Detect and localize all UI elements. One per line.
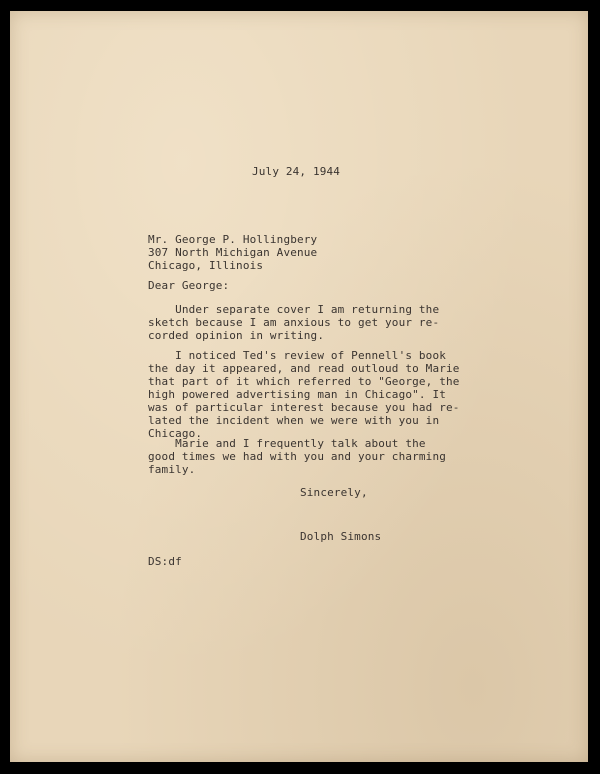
paragraph-line: Marie and I frequently talk about the — [148, 437, 426, 450]
paragraph-line: high powered advertising man in Chicago". It — [148, 388, 446, 401]
reference-initials: DS:df — [148, 555, 182, 568]
paragraph-3 — [148, 437, 446, 476]
paragraph-line: Chicago. — [148, 427, 203, 440]
closing: Sincerely, — [300, 486, 368, 499]
signer-name: Dolph Simons — [300, 530, 382, 543]
paragraph-line: Under separate cover I am returning the — [148, 303, 440, 316]
paragraph-line: sketch because I am anxious to get your re- — [148, 316, 440, 329]
paragraph-1 — [148, 303, 439, 342]
letter-page — [10, 11, 588, 762]
recipient-city: Chicago, Illinois — [148, 259, 264, 272]
paragraph-line: that part of it which referred to "George, the — [148, 375, 460, 388]
paragraph-line: the day it appeared, and read outloud to Marie — [148, 362, 460, 375]
paragraph-line: was of particular interest because you had re- — [148, 401, 460, 414]
letter-date: July 24, 1944 — [252, 165, 341, 178]
recipient-name: Mr. George P. Hollingbery — [148, 233, 318, 246]
recipient-street: 307 North Michigan Avenue — [148, 246, 318, 259]
paragraph-line: lated the incident when we were with you in — [148, 414, 440, 427]
recipient-address — [148, 233, 317, 272]
salutation: Dear George: — [148, 279, 230, 292]
paragraph-line: I noticed Ted's review of Pennell's book — [148, 349, 446, 362]
paragraph-line: good times we had with you and your charming — [148, 450, 446, 463]
paragraph-line: corded opinion in writing. — [148, 329, 325, 342]
paragraph-2 — [148, 349, 460, 440]
paragraph-line: family. — [148, 463, 196, 476]
